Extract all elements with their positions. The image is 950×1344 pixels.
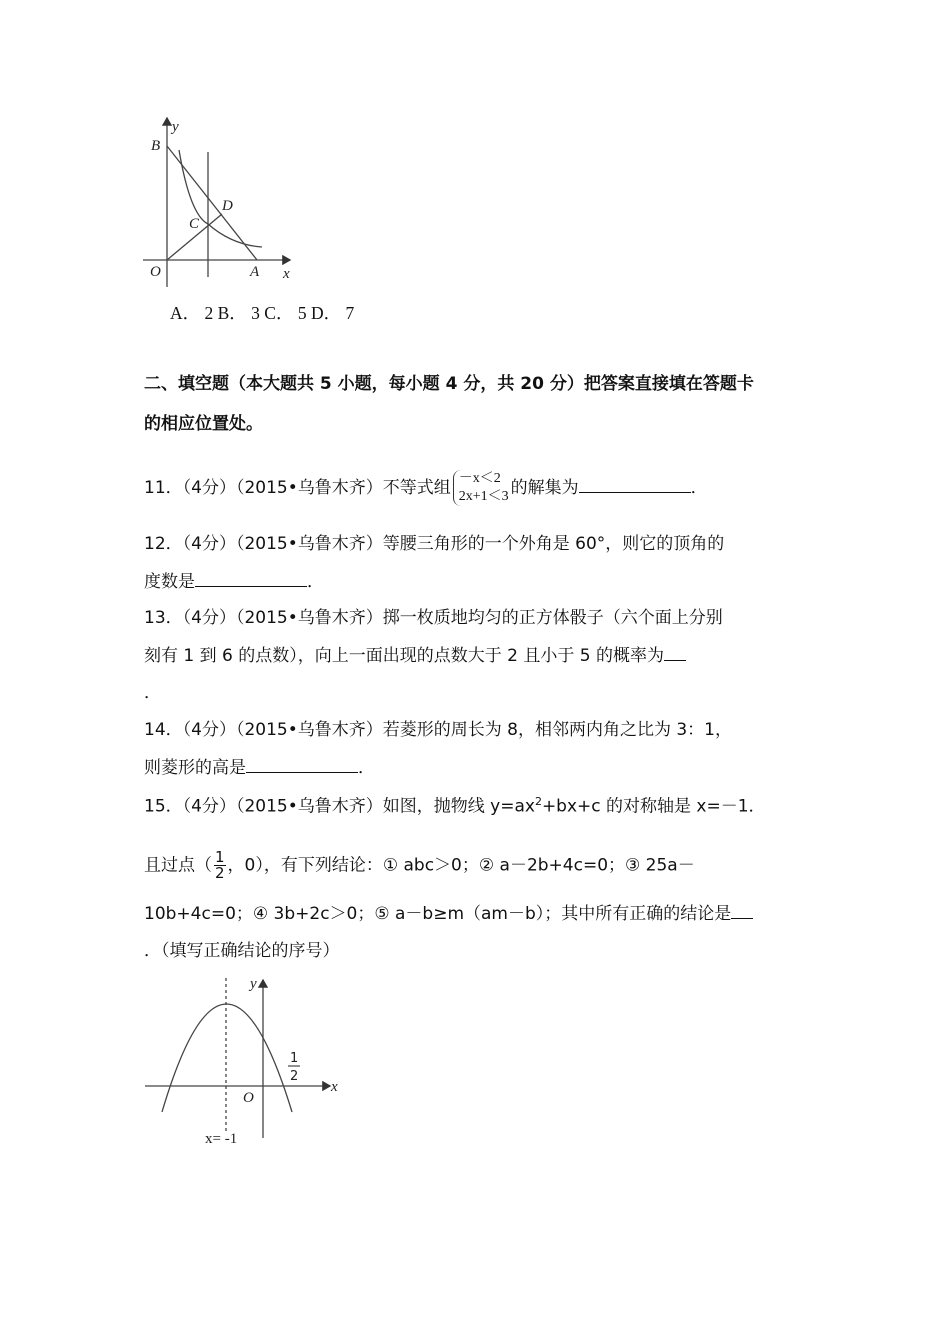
answer-blank (246, 758, 358, 773)
q12-end: ． (307, 572, 324, 592)
q12-line1: 12．（4分）（2015•乌鲁木齐）等腰三角形的一个外角是 60°，则它的顶角的 (144, 534, 725, 554)
q15-line2-end: ，0），有下列结论：① abc＞0；② a－2b+4c=0；③ 25a－ (227, 855, 695, 876)
q14-line1: 14．（4分）（2015•乌鲁木齐）若菱形的周长为 8，相邻两内角之比为 3：1， (144, 720, 732, 740)
q15-line1 (144, 791, 766, 818)
parabola (162, 1004, 292, 1112)
fraction-half (214, 850, 226, 881)
label-o: O (150, 264, 161, 280)
q14-line2 (144, 757, 375, 779)
q11-suffix: 的解集为 (510, 478, 579, 498)
label-y: y (172, 119, 179, 135)
label-x: x (283, 266, 290, 282)
q15-exponent: 2 (534, 795, 542, 808)
fig2-half-den: 2 (290, 1069, 299, 1084)
question-11 (144, 470, 708, 506)
fig2-half-num: 1 (290, 1051, 299, 1066)
q12-text: 度数是 (144, 572, 195, 592)
line-ab (167, 146, 257, 260)
label-b: B (151, 138, 161, 154)
label-a: A (250, 264, 260, 280)
q11-text: 11．（4分）（2015•乌鲁木齐）不等式组 (144, 478, 451, 498)
answer-blank (579, 478, 691, 493)
q15-line3 (144, 903, 753, 925)
q15-text-b: +bx+c 的对称轴是 x=－1． (541, 796, 766, 817)
q15-text-a: 15．（4分）（2015•乌鲁木齐）如图，抛物线 y=ax (144, 796, 535, 817)
q12-line2 (144, 571, 324, 593)
inequality-2: 2x+1＜3 (458, 489, 509, 504)
fig2-label-o: O (243, 1090, 254, 1106)
label-d: D (222, 198, 233, 214)
fig2-label-x: x (331, 1079, 338, 1095)
inequality-1: －x＜2 (458, 471, 501, 486)
label-c: C (189, 216, 200, 232)
frac-den: 2 (215, 864, 225, 882)
q14-text: 则菱形的高是 (144, 758, 246, 778)
q10-options: A． 2 B． 3 C． 5 D． 7 (170, 303, 355, 323)
inequality-system (453, 470, 509, 506)
q11-end: ． (690, 478, 708, 498)
q14-end: ． (358, 758, 375, 778)
q15-line2-start: 且过点（ (144, 855, 212, 876)
q13-line2 (144, 645, 686, 667)
hyperbola (179, 150, 262, 247)
q15-line4: ．（填写正确结论的序号） (144, 941, 340, 961)
fig2-label-y: y (250, 976, 257, 992)
section-2-heading-line2: 的相应位置处。 (144, 414, 263, 434)
q13-text: 刻有 1 到 6 的点数），向上一面出现的点数大于 2 且小于 5 的概率为 (144, 646, 664, 666)
fig2-axis-label: x= -1 (205, 1131, 238, 1147)
answer-blank (195, 572, 307, 587)
q15-line2 (144, 850, 695, 881)
section-2-heading-line1: 二、填空题（本大题共 5 小题，每小题 4 分，共 20 分）把答案直接填在答题卡 (144, 374, 754, 394)
answer-blank (731, 904, 753, 919)
q15-line3-text: 10b+4c=0；④ 3b+2c＞0；⑤ a－b≥m（am－b）；其中所有正确的结论是 (144, 904, 732, 924)
q13-line1: 13．（4分）（2015•乌鲁木齐）掷一枚质地均匀的正方体骰子（六个面上分别 (144, 608, 723, 628)
frac-num: 1 (215, 848, 225, 866)
q13-line3: ． (144, 683, 161, 703)
answer-blank (664, 646, 686, 661)
